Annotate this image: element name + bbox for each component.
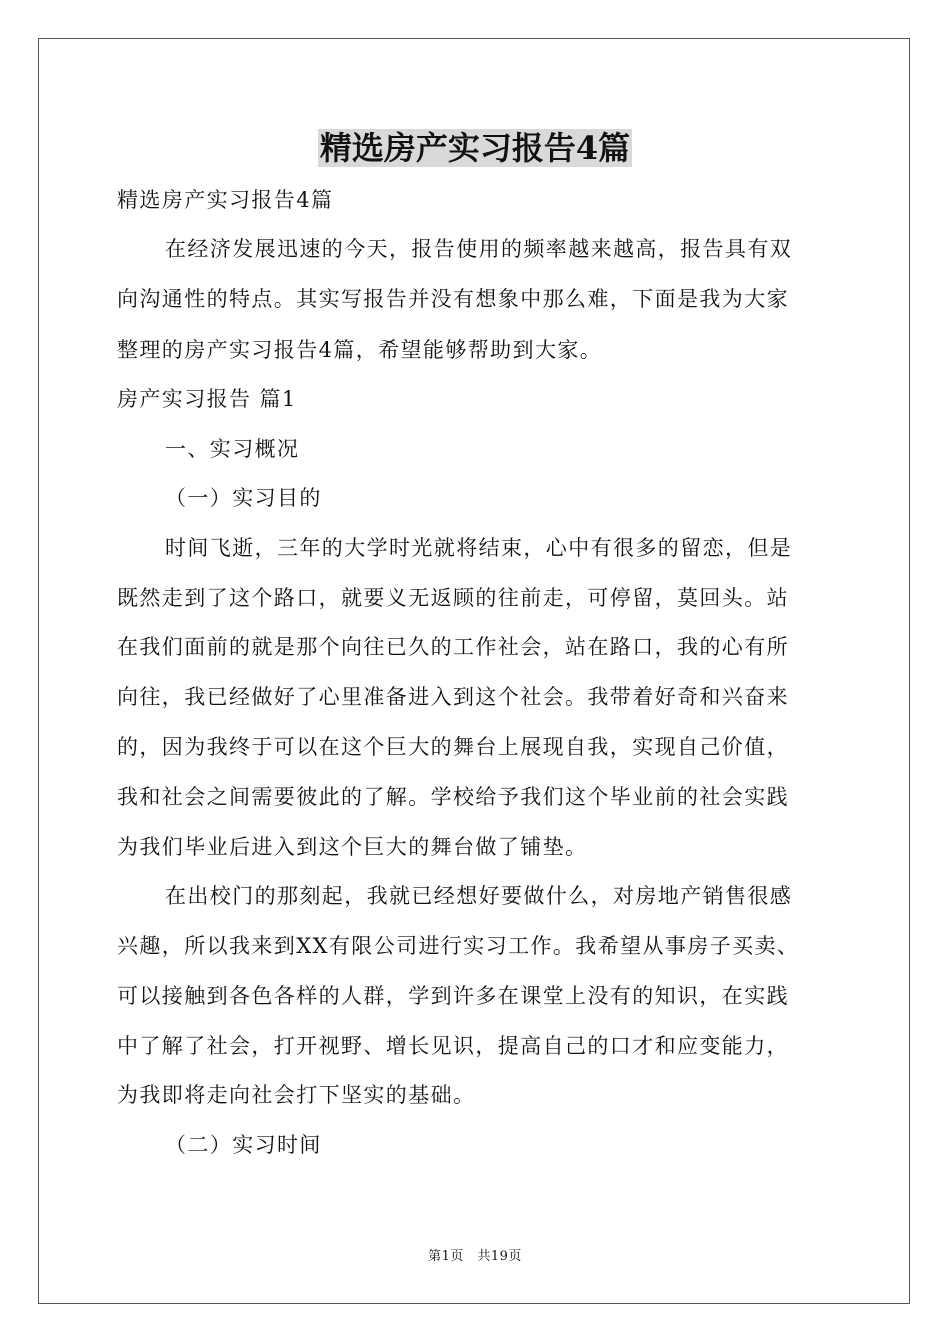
paragraph-line: 我和社会之间需要彼此的了解。学校给予我们这个毕业前的社会实践	[117, 785, 789, 809]
paragraph-line: 时间飞逝，三年的大学时光就将结束，心中有很多的留恋，但是	[165, 536, 793, 560]
paragraph-line: 在我们面前的就是那个向往已久的工作社会，站在路口，我的心有所	[117, 635, 789, 659]
subsection-heading: 一、实习概况	[165, 437, 300, 461]
section-heading: 房产实习报告 篇1	[117, 387, 297, 411]
paragraph-line: 既然走到了这个路口，就要义无返顾的往前走，可停留，莫回头。站	[117, 586, 789, 610]
paragraph-line: 为我们毕业后进入到这个巨大的舞台做了铺垫。	[117, 835, 588, 859]
document-title: 精选房产实习报告4篇	[319, 129, 631, 167]
paragraph-line: 向往，我已经做好了心里准备进入到这个社会。我带着好奇和兴奋来	[117, 685, 789, 709]
paragraph-line: 向沟通性的特点。其实写报告并没有想象中那么难，下面是我为大家	[117, 287, 789, 311]
paragraph-line: 中了解了社会，打开视野、增长见识，提高自己的口才和应变能力，	[117, 1034, 789, 1058]
paragraph-line: 兴趣，所以我来到XX有限公司进行实习工作。我希望从事房子买卖、	[117, 934, 800, 958]
subtitle-line: 精选房产实习报告4篇	[117, 188, 334, 212]
paragraph-line: 在出校门的那刻起，我就已经想好要做什么，对房地产销售很感	[165, 884, 793, 908]
paragraph-line: 为我即将走向社会打下坚实的基础。	[117, 1083, 476, 1107]
subsection-heading: （二）实习时间	[165, 1133, 322, 1157]
paragraph-line: 可以接触到各色各样的人群，学到许多在课堂上没有的知识，在实践	[117, 984, 789, 1008]
paragraph-line: 的，因为我终于可以在这个巨大的舞台上展现自我，实现自己价值，	[117, 735, 789, 759]
page-border	[38, 38, 910, 1304]
paragraph-line: 在经济发展迅速的今天，报告使用的频率越来越高，报告具有双	[165, 237, 793, 261]
subsection-heading: （一）实习目的	[165, 486, 322, 510]
page-number-footer: 第1页 共19页	[428, 1249, 522, 1264]
paragraph-line: 整理的房产实习报告4篇，希望能够帮助到大家。	[117, 338, 603, 362]
